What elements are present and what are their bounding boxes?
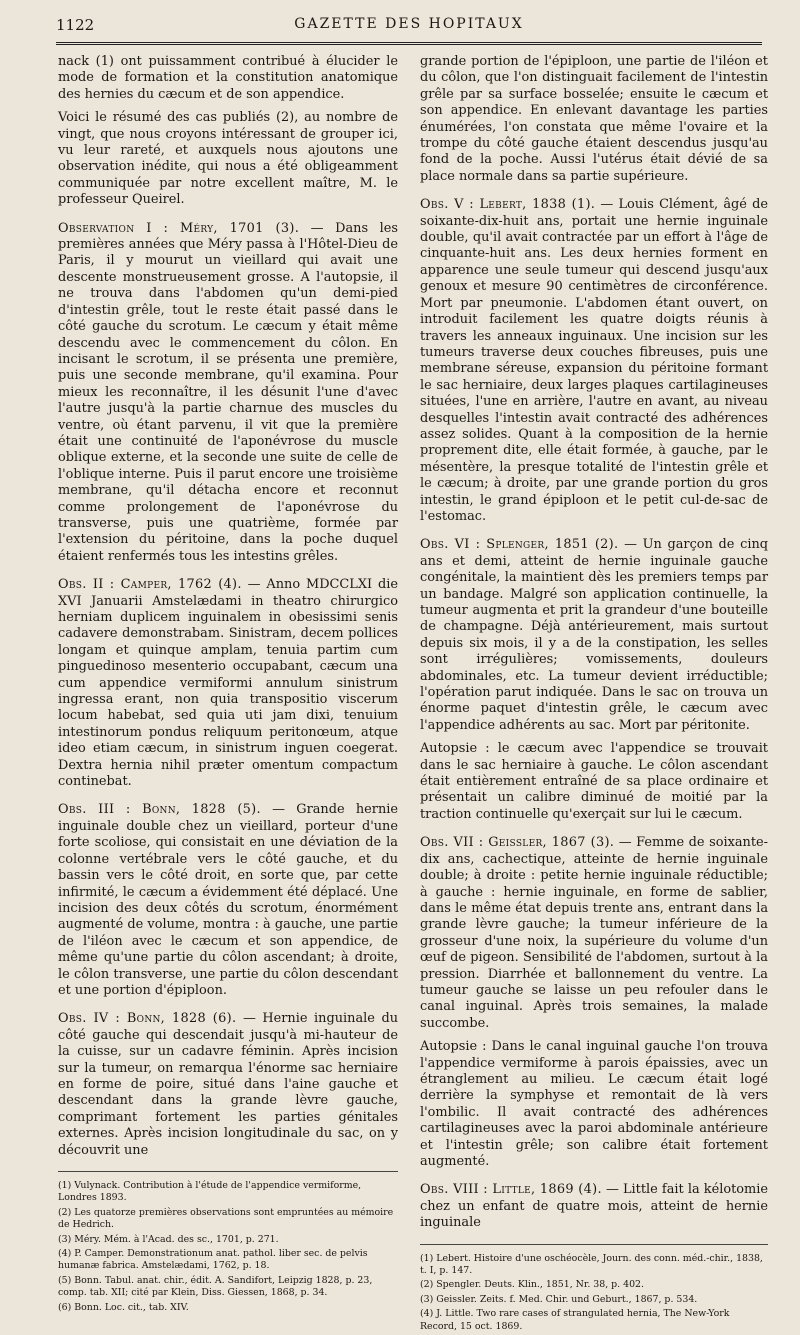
footnote: (3) Méry. Mém. à l'Acad. des sc., 1701, p. 271. [58, 1233, 279, 1245]
header-rule [56, 42, 762, 45]
observation-text: — Un garçon de cinq ans et demi, atteint de hernie inguinale gauche congénitale, la maintient dès les premiers temps par un bandage. Malgré son application continuelle, la tumeur augmenta et prit la grandeur d'une bouteille de champagne. Déjà antérieurement, mais surtout depuis six mois, il y a de la constipation, les selles sont irrégulières; vomissements, douleurs abdominales, etc. La tumeur devient irréductible; l'opération parut indiquée. Dans le sac on trouva un énorme paquet d'intestin grêle, le cæcum avec l'appendice adhérents au sac. Mort par péritonite. [420, 537, 768, 733]
paragraph: Voici le résumé des cas publiés (2), au nombre de vingt, que nous croyons intéressant de grouper ici, vu leur rareté, et auxquels nous ajoutons une observation inédite, qui nous a été obligeamment communiquée par notre excellent maître, M. le professeur Queirel. [58, 110, 398, 208]
observation-label: Obs. V : Lebert, 1838 (1). [420, 197, 596, 213]
running-title: GAZETTE DES HOPITAUX [294, 16, 524, 32]
page-header [56, 12, 762, 38]
page-number: 1122 [56, 16, 95, 34]
observation-text: — Hernie inguinale du côté gauche qui descendait jusqu'à mi-hauteur de la cuisse, sur un cadavre féminin. Après incision sur la tumeur, on remarqua l'énorme sac herniaire en forme de poire, situé dans l'aine gauche et descendant dans la grande lèvre gauche, comprimant fortement les parties génitales externes. Après incision longitudinale du sac, on y découvrit une [58, 1011, 398, 1158]
footnote: (1) Vulynack. Contribution à l'étude de l'appendice vermiforme, Londres 1893. [58, 1180, 362, 1204]
footnote-rule [58, 1171, 398, 1172]
left-column [58, 54, 398, 1316]
autopsy-paragraph: Autopsie : le cæcum avec l'appendice se trouvait dans le sac herniaire à gauche. Le côlon ascendant était entièrement entraîné de sa place ordinaire et présentait un calibre diminué de moitié par la traction continuelle qu'exerçait sur lui le cæcum. [420, 741, 768, 822]
observation-label: Obs. VII : Geissler, 1867 (3). [420, 835, 615, 851]
observation-label: Obs. II : Camper, 1762 (4). [58, 577, 242, 593]
observation-label: Obs. III : Bonn, 1828 (5). [58, 802, 261, 818]
observation-text: — Grande hernie inguinale double chez un vieillard, porteur d'une forte scoliose, qui consistait en une déviation de la colonne vertébrale vers le côté gauche, et du bassin vers le côté droit, en sorte que, par cette infirmité, le cæcum a évidemment été déplacé. Une incision des deux côtés du scrotum, énormément augmenté de volume, montra : à gauche, une partie de l'iléon avec le cæcum et son appendice, de même qu'une partie du côlon ascendant; à droite, le côlon transverse, une partie du côlon descendant et une portion d'épiploon. [58, 802, 398, 998]
observation-1 [58, 221, 398, 566]
observation-5 [420, 197, 768, 525]
footnote: (2) Spengler. Deuts. Klin., 1851, Nr. 38, p. 402. [420, 1279, 645, 1291]
footnote: (5) Bonn. Tabul. anat. chir., édit. A. Sandifort, Leipzig 1828, p. 23, comp. tab. XII; cité par Klein, Diss. Giessen, 1868, p. 34. [58, 1274, 373, 1299]
observation-label: Obs. IV : Bonn, 1828 (6). [58, 1011, 237, 1027]
observation-6 [420, 537, 768, 734]
footnote: (4) J. Little. Two rare cases of strangulated hernia, The New-York Record, 15 oct. 1869. [420, 1308, 730, 1332]
observation-text: — Louis Clément, âgé de soixante-dix-huit ans, portait une hernie inguinale double, qu'il avait contractée par un effort à l'âge de cinquante-huit ans. Les deux hernies forment en apparence une seule tumeur qui descend jusqu'aux genoux et mesure 90 centimètres de circonférence. Mort par pneumonie. L'abdomen étant ouvert, on introduit facilement les quatre doigts réunis à travers les anneaux inguinaux. Une incision sur les tumeurs traverse deux couches fibreuses, puis une membrane séreuse, expansion du péritoine formant le sac herniaire, deux larges plaques cartilagineuses situées, l'une en arrière, l'autre en avant, au niveau desquelles l'intestin avait contracté des adhérences assez solides. Quant à la composition de la hernie proprement dite, elle était formée, à gauche, par le mésentère, la presque totalité de l'intestin grêle et le cæcum; à droite, par une grande portion du gros intestin, le grand épiploon et le petit cul-de-sac de l'estomac. [420, 197, 768, 524]
observation-2 [58, 577, 398, 790]
paragraph: nack (1) ont puissamment contribué à élucider le mode de formation et la constitution anatomique des hernies du cæcum et de son appendice. [58, 54, 398, 102]
footnote: (1) Lebert. Histoire d'une oschéocèle, Journ. des conn. méd.-chir., 1838, t. I, p. 147. [420, 1252, 763, 1277]
observation-7 [420, 835, 768, 1032]
observation-8 [420, 1182, 768, 1231]
observation-4 [58, 1011, 398, 1159]
footnote-rule [420, 1244, 768, 1245]
footnote: (6) Bonn. Loc. cit., tab. XIV. [58, 1301, 189, 1313]
observation-label: Obs. VI : Splenger, 1851 (2). [420, 537, 619, 553]
footnote: (3) Geissler. Zeits. f. Med. Chir. und Geburt., 1867, p. 534. [420, 1293, 698, 1305]
observation-text: — Anno MDCCLXI die XVI Januarii Amstelædami in theatro chirurgico herniam duplicem inguinalem in obesissimi senis cadavere demonstrabam. Sinistram, decem pollices longam et quinque amplam, tenuia partim cum pinguedinoso mesenterio occupabant, cæcum una cum appendice vermiformi annulum sinistrum ingressa erant, non quia transpositio viscerum locum habebat, sed quia uti jam dixi, tenuium intestinorum pondus reliquum peritonœum, atque ideo etiam cæcum, in sinistrum inguen coegerat. Dextra hernia nihil præter omentum compactum continebat. [58, 577, 398, 790]
observation-label: Observation I : Méry, 1701 (3). [58, 220, 300, 236]
footnote: (4) P. Camper. Demonstrationum anat. pathol. liber sec. de pelvis humanæ fabrica. Amstelædami, 1762, p. 18. [58, 1248, 368, 1272]
footnote: (2) Les quatorze premières observations sont empruntées au mémoire de Hedrich. [58, 1206, 394, 1231]
observation-text: — Dans les premières années que Méry passa à l'Hôtel-Dieu de Paris, il y mourut un vieillard qui avait une descente monstrueusement grosse. A l'autopsie, il ne trouva dans l'abdomen qu'un demi-pied d'intestin grêle, tout le reste était passé dans le côté gauche du scrotum. Le cæcum y était même descendu avec le commencement du côlon. En incisant le scrotum, il se présenta une première, puis une seconde membrane, qu'il examina. Pour mieux les reconnaître, il les désunit l'une d'avec l'autre jusqu'à la partie charnue des muscles du ventre, où étant parvenu, il vit que la première était une continuité de l'aponévrose du muscle oblique externe, et la seconde une suite de celle de l'oblique interne. Puis il parut encore une troisième membrane, qu'il détacha encore et reconnut comme prolongement de l'aponévrose du transverse, puis une quatrième, formée par l'extension du péritoine, dans la poche duquel étaient renfermés tous les intestins grêles. [58, 220, 398, 564]
paragraph: grande portion de l'épiploon, une partie de l'iléon et du côlon, que l'on distinguait facilement de l'intestin grêle par sa surface bosselée; ensuite le cæcum et son appendice. En enlevant davantage les parties énumérées, l'on constata que même l'ovaire et la trompe du côté gauche étaient descendus jusqu'au fond de la poche. Aussi l'utérus était dévié de sa place normale dans sa partie supérieure. [420, 54, 768, 184]
autopsy-paragraph: Autopsie : Dans le canal inguinal gauche l'on trouva l'appendice vermiforme à parois épaissies, avec un étranglement au milieu. Le cæcum était logé derrière la symphyse et remontait de là vers l'ombilic. Il avait contracté des adhérences cartilagineuses avec la paroi abdominale antérieure et l'intestin grêle; son calibre était fortement augmenté. [420, 1039, 768, 1169]
observation-text: — Little fait la kélotomie chez un enfant de quatre mois, atteint de hernie inguinale [420, 1182, 769, 1231]
observation-text: — Femme de soixante-dix ans, cachectique, atteinte de hernie inguinale double; à droite : petite hernie inguinale réductible; à gauche : hernie inguinale, en forme de sablier, dans le même état depuis trente ans, entrant dans la grande lèvre gauche; la tumeur inférieure de la grosseur d'une noix, la supérieure du volume d'un œuf de pigeon. Sensibilité de l'abdomen, surtout à la pression. Diarrhée et ballonnement du ventre. La tumeur gauche se laisse un peu refouler dans le canal inguinal. Après trois semaines, la malade succombe. [420, 835, 768, 1031]
observation-3 [58, 802, 398, 999]
observation-label: Obs. VIII : Little, 1869 (4). [420, 1182, 602, 1198]
